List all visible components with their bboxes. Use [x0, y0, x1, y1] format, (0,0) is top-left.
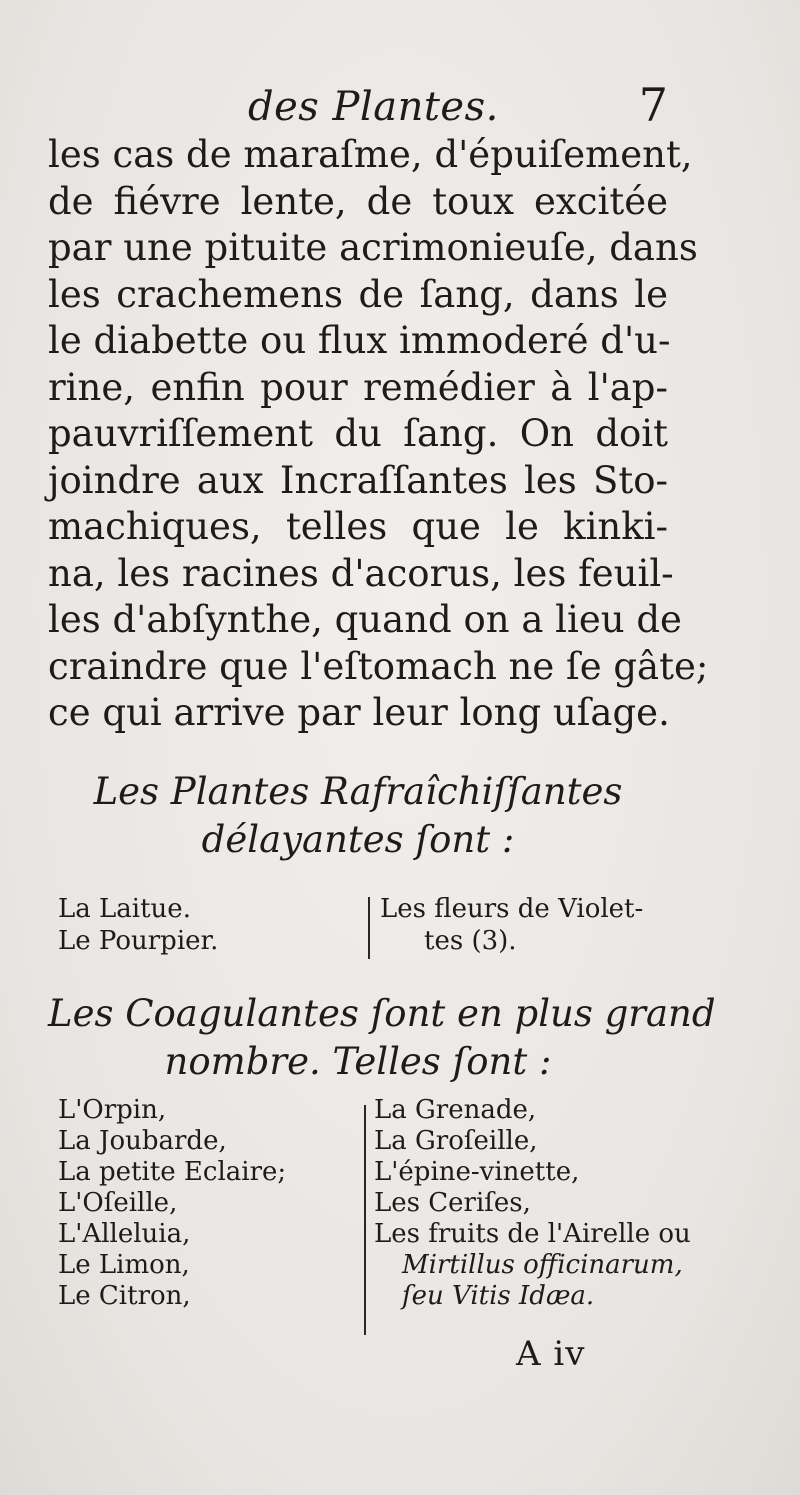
section-heading-coagulantes	[48, 990, 716, 1086]
plant-list-right-column	[380, 893, 643, 957]
heading-line: Les Plantes Rafraîchiſſantes	[93, 770, 623, 813]
column-divider	[368, 897, 370, 959]
text-line: le diabette ou flux immoderé d'u-	[48, 319, 671, 362]
plant-item: L'Orpin,	[58, 1095, 167, 1125]
plant-item: Les fruits de l'Airelle ou	[374, 1219, 691, 1249]
text-line: joindre aux Incraſſantes les Sto-	[48, 458, 668, 502]
text-line: craindre que l'eſtomach ne ſe gâte;	[48, 644, 709, 688]
section-heading-rafraichissantes	[48, 768, 668, 864]
heading-line: Les Coagulantes ſont en plus grand	[48, 992, 716, 1035]
plant-list-left-column	[58, 893, 218, 957]
text-line: machiques, telles que le kinki-	[48, 505, 668, 548]
signature-mark: A iv	[516, 1334, 586, 1374]
text-line: les crachemens de ſang, dans le	[48, 272, 668, 316]
column-divider	[364, 1105, 366, 1335]
plant-item: La Laitue.	[58, 894, 191, 924]
plant-item: Les fleurs de Violet-	[380, 894, 644, 924]
text-line: ce qui arrive par leur long uſage.	[48, 691, 670, 734]
text-line: de fiévre lente, de toux excitée	[48, 179, 668, 223]
plant-list-rafraichissantes	[48, 893, 678, 973]
text-line: les d'abſynthe, quand on a lieu de	[48, 598, 682, 641]
plant-item: L'Oſeille,	[58, 1188, 178, 1218]
heading-line: nombre. Telles ſont :	[164, 1040, 552, 1083]
plant-item: Le Citron,	[58, 1281, 191, 1311]
plant-item: L'Alleluia,	[58, 1219, 191, 1249]
text-line: les cas de maraſme, d'épuiſement,	[48, 133, 693, 176]
plant-list-left-column	[58, 1095, 286, 1312]
plant-list-coagulantes	[48, 1095, 691, 1335]
page-header	[48, 78, 668, 138]
plant-item: Le Limon,	[58, 1250, 190, 1280]
running-title: des Plantes.	[248, 84, 499, 130]
plant-item: La Joubarde,	[58, 1126, 227, 1156]
heading-line: délayantes ſont :	[201, 818, 515, 861]
plant-latin-name: Mirtillus officinarum,	[402, 1250, 683, 1280]
plant-list-right-column	[374, 1095, 691, 1312]
page-number: 7	[638, 78, 668, 132]
plant-item: Les Ceriſes,	[374, 1188, 531, 1218]
plant-item: L'épine-vinette,	[374, 1157, 580, 1187]
plant-item: Le Pourpier.	[58, 926, 219, 956]
plant-latin-name: ſeu Vitis Idæa.	[402, 1281, 595, 1311]
text-line: rine, enfin pour remédier à l'ap-	[48, 365, 668, 409]
plant-item: tes (3).	[424, 926, 517, 956]
plant-item: La Groſeille,	[374, 1126, 538, 1156]
text-line: par une pituite acrimonieuſe, dans	[48, 226, 698, 269]
plant-item: La Grenade,	[374, 1095, 537, 1125]
plant-item: La petite Eclaire;	[58, 1157, 287, 1187]
text-line: na, les racines d'acorus, les feuil-	[48, 551, 674, 595]
text-line: pauvriſſement du ſang. On doit	[48, 412, 668, 455]
body-paragraph	[48, 132, 709, 737]
